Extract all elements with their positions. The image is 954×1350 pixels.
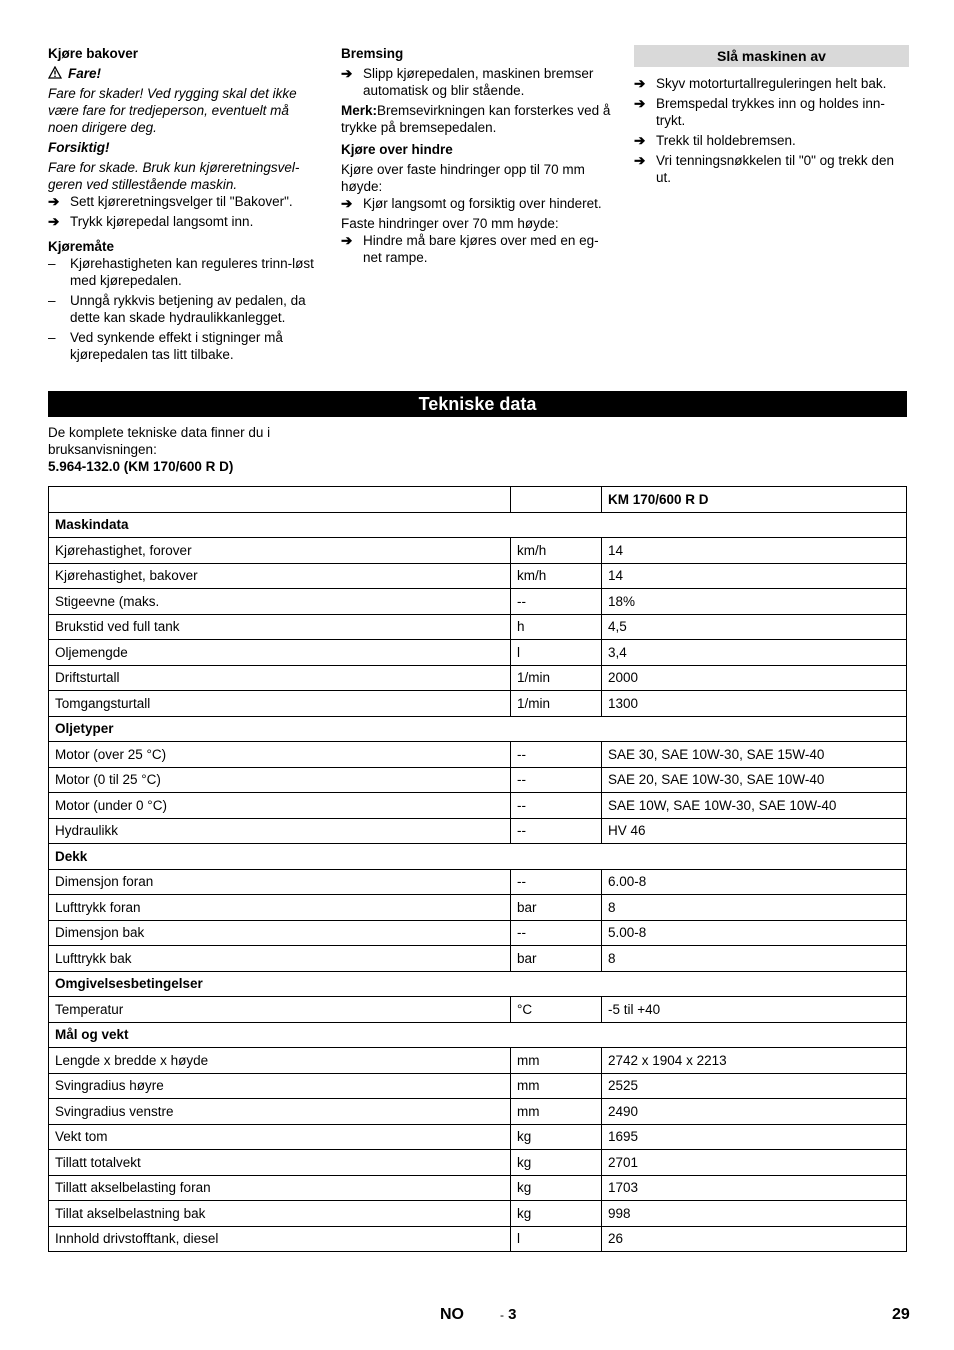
table-cell: 4,5	[602, 614, 907, 640]
table-cell: Lengde x bredde x høyde	[49, 1048, 511, 1074]
intro-text: De komplete tekniske data finner du i bruksanvisningen:	[48, 425, 271, 457]
step-item	[634, 75, 909, 92]
table-row	[49, 563, 907, 589]
table-cell: 1300	[602, 691, 907, 717]
table-section-row	[49, 1022, 907, 1048]
list-item	[48, 255, 320, 289]
step-text: Kjør langsomt og forsiktig over hinderet.	[363, 196, 602, 211]
table-row	[49, 1175, 907, 1201]
table-cell: 14	[602, 563, 907, 589]
table-header-cell: KM 170/600 R D	[602, 487, 907, 513]
table-row	[49, 997, 907, 1023]
table-cell: h	[511, 614, 602, 640]
table-row	[49, 589, 907, 615]
step-item	[634, 95, 909, 129]
danger-label	[48, 65, 320, 82]
table-cell: 998	[602, 1201, 907, 1227]
heading-braking: Bremsing	[341, 46, 404, 61]
table-row	[49, 1226, 907, 1252]
table-cell: kg	[511, 1150, 602, 1176]
list-item-text: Unngå rykkvis betjening av pedalen, da dette kan skade hydraulikkanlegget.	[70, 293, 306, 325]
table-row	[49, 1124, 907, 1150]
note-label: Merk:	[341, 103, 378, 118]
step-item	[634, 152, 909, 186]
table-cell: Tillat akselbelastning bak	[49, 1201, 511, 1227]
table-cell: Hydraulikk	[49, 818, 511, 844]
note	[341, 102, 617, 136]
table-section-cell: Dekk	[49, 844, 907, 870]
table-cell: HV 46	[602, 818, 907, 844]
step-text: Vri tenningsnøkkelen til "0" og trekk den ut.	[656, 153, 894, 185]
arrow-right-icon: ➔	[341, 196, 353, 211]
arrow-right-icon: ➔	[634, 96, 646, 111]
table-cell: Tillatt akselbelasting foran	[49, 1175, 511, 1201]
table-cell: SAE 20, SAE 10W-30, SAE 10W-40	[602, 767, 907, 793]
step-text: Hindre må bare kjøres over med en eg-net rampe.	[363, 233, 599, 265]
technical-data-table	[48, 486, 907, 1252]
list-item-text: Ved synkende effekt i stigninger må kjørepedalen tas litt tilbake.	[70, 330, 283, 362]
table-cell: 1/min	[511, 665, 602, 691]
table-cell: mm	[511, 1099, 602, 1125]
step-text: Skyv motorturtallreguleringen helt bak.	[656, 76, 887, 91]
warning-triangle-icon	[48, 66, 62, 79]
arrow-right-icon: ➔	[341, 66, 353, 81]
step-text: Sett kjøreretningsvelger til "Bakover".	[70, 194, 293, 209]
table-cell: bar	[511, 946, 602, 972]
table-cell: bar	[511, 895, 602, 921]
table-cell: 1703	[602, 1175, 907, 1201]
heading-obstacles: Kjøre over hindre	[341, 142, 453, 157]
dash-bullet: –	[48, 330, 56, 345]
table-cell: km/h	[511, 563, 602, 589]
caution-label: Forsiktig!	[48, 140, 110, 155]
footer-section-number: - 3	[500, 1306, 517, 1323]
table-cell: --	[511, 869, 602, 895]
table-cell: 1695	[602, 1124, 907, 1150]
note-text: Bremsevirkningen kan forsterkes ved å trykke på bremsepedalen.	[341, 103, 611, 135]
table-header-cell	[511, 487, 602, 513]
table-row	[49, 691, 907, 717]
dash-bullet: –	[48, 256, 56, 271]
danger-label-text: Fare!	[68, 66, 102, 81]
table-cell: Tomgangsturtall	[49, 691, 511, 717]
intro	[48, 424, 348, 475]
table-cell: kg	[511, 1201, 602, 1227]
table-section-row	[49, 971, 907, 997]
heading-driving-mode: Kjøremåte	[48, 239, 115, 254]
table-cell: Oljemengde	[49, 640, 511, 666]
table-cell: 6.00-8	[602, 869, 907, 895]
table-cell: --	[511, 920, 602, 946]
table-cell: Motor (0 til 25 °C)	[49, 767, 511, 793]
table-cell: Tillatt totalvekt	[49, 1150, 511, 1176]
table-cell: -5 til +40	[602, 997, 907, 1023]
table-cell: °C	[511, 997, 602, 1023]
table-cell: kg	[511, 1124, 602, 1150]
table-section-row	[49, 844, 907, 870]
table-cell: 2490	[602, 1099, 907, 1125]
table-row	[49, 895, 907, 921]
step-text: Slipp kjørepedalen, maskinen bremser automatisk og blir stående.	[363, 66, 594, 98]
arrow-right-icon: ➔	[634, 76, 646, 91]
table-cell: 2742 x 1904 x 2213	[602, 1048, 907, 1074]
table-cell: Motor (over 25 °C)	[49, 742, 511, 768]
step-text: Trekk til holdebremsen.	[656, 133, 796, 148]
table-cell: 18%	[602, 589, 907, 615]
step-item	[48, 213, 320, 230]
table-cell: SAE 10W, SAE 10W-30, SAE 10W-40	[602, 793, 907, 819]
column-right	[634, 45, 909, 186]
arrow-right-icon: ➔	[634, 133, 646, 148]
model-line: 5.964-132.0 (KM 170/600 R D)	[48, 459, 234, 474]
table-cell: Kjørehastighet, bakover	[49, 563, 511, 589]
step-item	[48, 193, 320, 210]
table-row	[49, 640, 907, 666]
table-cell: --	[511, 767, 602, 793]
table-row	[49, 767, 907, 793]
table-cell: mm	[511, 1048, 602, 1074]
table-row	[49, 1048, 907, 1074]
table-cell: Motor (under 0 °C)	[49, 793, 511, 819]
table-section-cell: Maskindata	[49, 512, 907, 538]
table-row	[49, 793, 907, 819]
table-section-cell: Oljetyper	[49, 716, 907, 742]
caution-text: Fare for skade. Bruk kun kjøreretningsvel-geren ved stillestående maskin.	[48, 160, 300, 192]
table-section-row	[49, 512, 907, 538]
section-title-bar: Tekniske data	[48, 391, 907, 417]
table-cell: l	[511, 640, 602, 666]
table-cell: 2000	[602, 665, 907, 691]
step-item	[341, 65, 617, 99]
table-cell: 26	[602, 1226, 907, 1252]
table-cell: 2525	[602, 1073, 907, 1099]
table-cell: 1/min	[511, 691, 602, 717]
footer-section-text: 3	[508, 1306, 517, 1323]
table-cell: Stigeevne (maks.	[49, 589, 511, 615]
table-cell: km/h	[511, 538, 602, 564]
table-row	[49, 818, 907, 844]
table-cell: Driftsturtall	[49, 665, 511, 691]
table-row	[49, 869, 907, 895]
footer-language: NO	[440, 1306, 464, 1323]
table-cell: 5.00-8	[602, 920, 907, 946]
table-cell: mm	[511, 1073, 602, 1099]
table-section-row	[49, 716, 907, 742]
table-row	[49, 614, 907, 640]
table-row	[49, 1201, 907, 1227]
column-left	[48, 45, 320, 363]
table-row	[49, 920, 907, 946]
table-row	[49, 1099, 907, 1125]
table-cell: Vekt tom	[49, 1124, 511, 1150]
table-cell: Temperatur	[49, 997, 511, 1023]
heading-reverse: Kjøre bakover	[48, 46, 139, 61]
table-cell: 8	[602, 895, 907, 921]
list-item-text: Kjørehastigheten kan reguleres trinn-løst med kjørepedalen.	[70, 256, 314, 288]
table-row	[49, 1150, 907, 1176]
step-text: Bremspedal trykkes inn og holdes inn-trykt.	[656, 96, 885, 128]
table-section-cell: Omgivelsesbetingelser	[49, 971, 907, 997]
table-cell: Lufttrykk bak	[49, 946, 511, 972]
table-cell: kg	[511, 1175, 602, 1201]
table-section-cell: Mål og vekt	[49, 1022, 907, 1048]
arrow-right-icon: ➔	[48, 214, 60, 229]
table-cell: SAE 30, SAE 10W-30, SAE 15W-40	[602, 742, 907, 768]
table-header-row	[49, 487, 907, 513]
table-cell: 2701	[602, 1150, 907, 1176]
list-item	[48, 329, 320, 363]
section-heading-shutdown: Slå maskinen av	[634, 45, 909, 67]
table-cell: --	[511, 589, 602, 615]
step-item	[634, 132, 909, 149]
step-item	[341, 195, 617, 212]
table-cell: --	[511, 742, 602, 768]
list-item	[48, 292, 320, 326]
footer-page-number: 29	[892, 1306, 910, 1323]
table-cell: Lufttrykk foran	[49, 895, 511, 921]
table-cell: Svingradius venstre	[49, 1099, 511, 1125]
table-header-cell	[49, 487, 511, 513]
table-cell: Kjørehastighet, forover	[49, 538, 511, 564]
table-cell: Innhold drivstofftank, diesel	[49, 1226, 511, 1252]
dash-bullet: –	[48, 293, 56, 308]
table-row	[49, 1073, 907, 1099]
arrow-right-icon: ➔	[341, 233, 353, 248]
table-cell: 14	[602, 538, 907, 564]
paragraph: Faste hindringer over 70 mm høyde:	[341, 216, 559, 231]
step-item	[341, 232, 617, 266]
table-cell: --	[511, 793, 602, 819]
arrow-right-icon: ➔	[634, 153, 646, 168]
table-cell: l	[511, 1226, 602, 1252]
table-cell: 8	[602, 946, 907, 972]
table-cell: Dimensjon bak	[49, 920, 511, 946]
table-cell: --	[511, 818, 602, 844]
table-cell: Brukstid ved full tank	[49, 614, 511, 640]
arrow-right-icon: ➔	[48, 194, 60, 209]
step-text: Trykk kjørepedal langsomt inn.	[70, 214, 254, 229]
table-row	[49, 538, 907, 564]
table-row	[49, 946, 907, 972]
table-cell: Dimensjon foran	[49, 869, 511, 895]
table-row	[49, 742, 907, 768]
paragraph: Kjøre over faste hindringer opp til 70 mm høyde:	[341, 162, 585, 194]
table-cell: Svingradius høyre	[49, 1073, 511, 1099]
table-cell: 3,4	[602, 640, 907, 666]
column-middle	[341, 45, 617, 266]
danger-text: Fare for skader! Ved rygging skal det ikke være fare for tredjeperson, eventuelt må noen dirigere deg.	[48, 86, 297, 135]
table-row	[49, 665, 907, 691]
